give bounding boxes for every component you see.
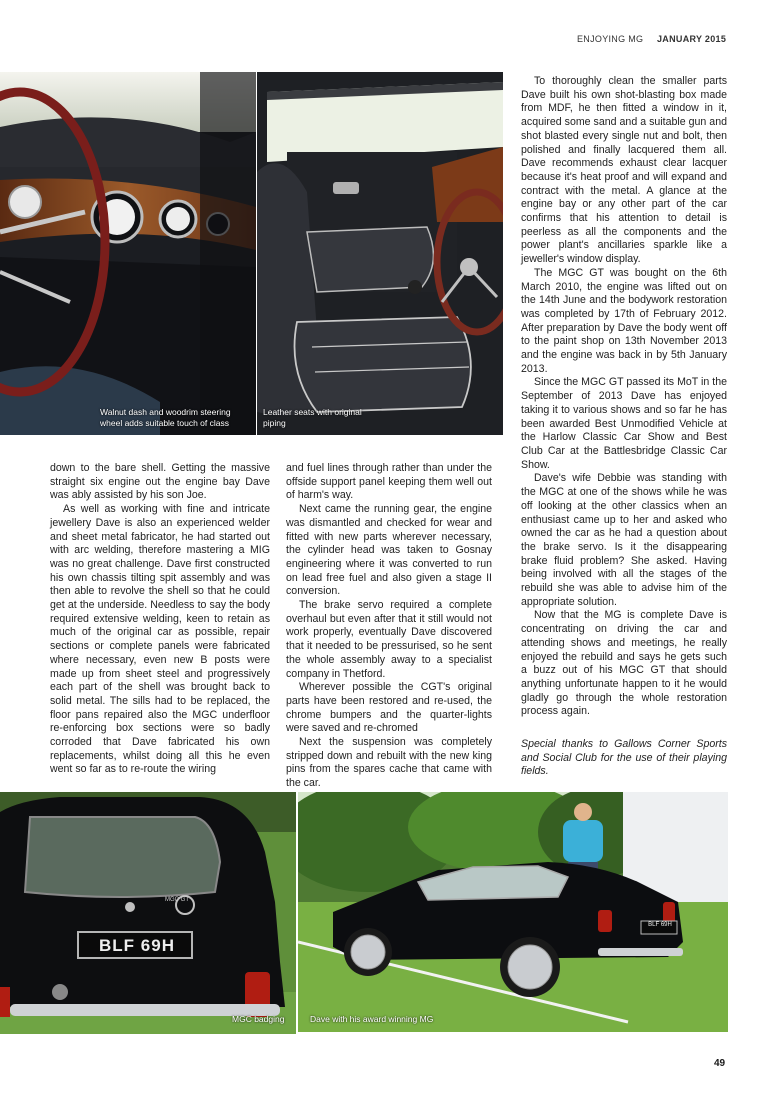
paragraph: Wherever possible the CGT's original parts have been restored and re-used, the chrome bumpers and the quarter-lights were saved and re-chromed: [286, 681, 492, 735]
paragraph: Dave's wife Debbie was standing with the MGC at one of the shows while he was off looking at the other classics when an enthusiast came up to her and asked who owned the car as he had a question about the brake servo. Is it the disappearing brake fluid problem? She asked. Having being involved with all the stages of the rebuild she was able to advise him of the appropriate solution.: [521, 472, 727, 608]
paragraph: The MGC GT was bought on the 6th March 2010, the engine was lifted out on the 14th June and the bodywork restoration was completed by 17th of February 2012. After preparation by Dave the body went off to the paint shop on 13th November 2013 and the engine was back in by 5th January 2013.: [521, 266, 727, 375]
paragraph: Now that the MG is complete Dave is concentrating on driving the car and attending shows and meetings, he really enjoyed the rebuild and says he gets such a buzz out of his MGC GT that should anything unfortunate happen to it he would gladly go through the whole restoration process again.: [521, 609, 727, 718]
paragraph: The brake servo required a complete overhaul but even after that it still would not work properly, eventually Dave discovered that it needed to be pressurised, so he sent the whole assembly away to a specialist company in Thetford.: [286, 599, 492, 680]
dashboard-photo: [0, 72, 256, 435]
seats-photo: [257, 72, 503, 435]
magazine-name: ENJOYING MG: [577, 34, 644, 44]
special-thanks: Special thanks to Gallows Corner Sports and Social Club for the use of their playing fields.: [521, 738, 727, 778]
award-winner-photo: [298, 792, 728, 1032]
text-column-middle: [286, 462, 492, 791]
text-column-left: [50, 462, 270, 777]
paragraph: Next came the running gear, the engine was dismantled and checked for wear and fitted with new parts wherever necessary, the cylinder head was taken to Gosnay engineering where it was converted to run on lead free fuel and also given a stage II conversion.: [286, 503, 492, 598]
paragraph: As well as working with fine and intricate jewellery Dave is also an experienced welder and sheet metal fabricator, he had started out with arc welding, therefore mastering a MIG was no great challenge. Dave first constructed his own chassis tilting spit assembly and was then able to revolve the shell so that he could get at the underside. Needless to say the body required extensive welding, keen to retain as much of the original car as possible, repair sections or complete panels were fabricated where necessary, even new B posts were made up from sheet steel and progressively each part of the shell was brought back to solid metal. The sills had to be replaced, the floor pans repaired also the MGC underfloor re-enforcing box sections were so badly corroded that Dave fabricated his own replacements, whilst doing all this he even went so far as to re-route the wiring: [50, 503, 270, 776]
issue-date: JANUARY 2015: [657, 34, 727, 44]
side-plate-text: BLF 69H: [648, 922, 672, 928]
rear-badging-photo: [0, 792, 296, 1034]
award-caption: Dave with his award winning MG: [310, 1014, 434, 1024]
badging-caption: MGC badging: [232, 1014, 285, 1024]
text-column-right: [521, 75, 727, 779]
page-number: 49: [714, 1058, 726, 1069]
badge-text: MGC GT: [165, 897, 189, 903]
dash-caption: Walnut dash and woodrim steering wheel adds suitable touch of class: [100, 407, 231, 428]
plate-text: BLF 69H: [99, 936, 175, 955]
seats-caption: Leather seats with original piping: [263, 407, 362, 428]
paragraph: and fuel lines through rather than under the offside support panel keeping them well out of harm's way.: [286, 462, 492, 502]
paragraph: Next the suspension was completely stripped down and rebuilt with the new king pins from the spares cache that came with the car.: [286, 736, 492, 790]
paragraph: down to the bare shell. Getting the massive straight six engine out the engine bay Dave was ably assisted by his son Joe.: [50, 462, 270, 502]
paragraph: Since the MGC GT passed its MoT in the September of 2013 Dave has enjoyed taking it to various shows and so far he has been awarded Best Unmodified Vehicle at the Harlow Classic Car Show and Best Club Car at the Battlesbridge Classic Car Show.: [521, 376, 727, 471]
paragraph: To thoroughly clean the smaller parts Dave built his own shot-blasting box made from MDF, he then fitted a window in it, acquired some sand and a suitable gun and shot blasted every single nut and bolt, then polished and finally lacquered them all. Dave recommends exhaust clear lacquer because it's heat proof and will expand and contract with the metal. A glance at the engine bay or any other part of the car confirms that his attention to detail is peerless as all the components and the power plant's ancillaries sparkle like a jeweller's window display.: [521, 75, 727, 266]
